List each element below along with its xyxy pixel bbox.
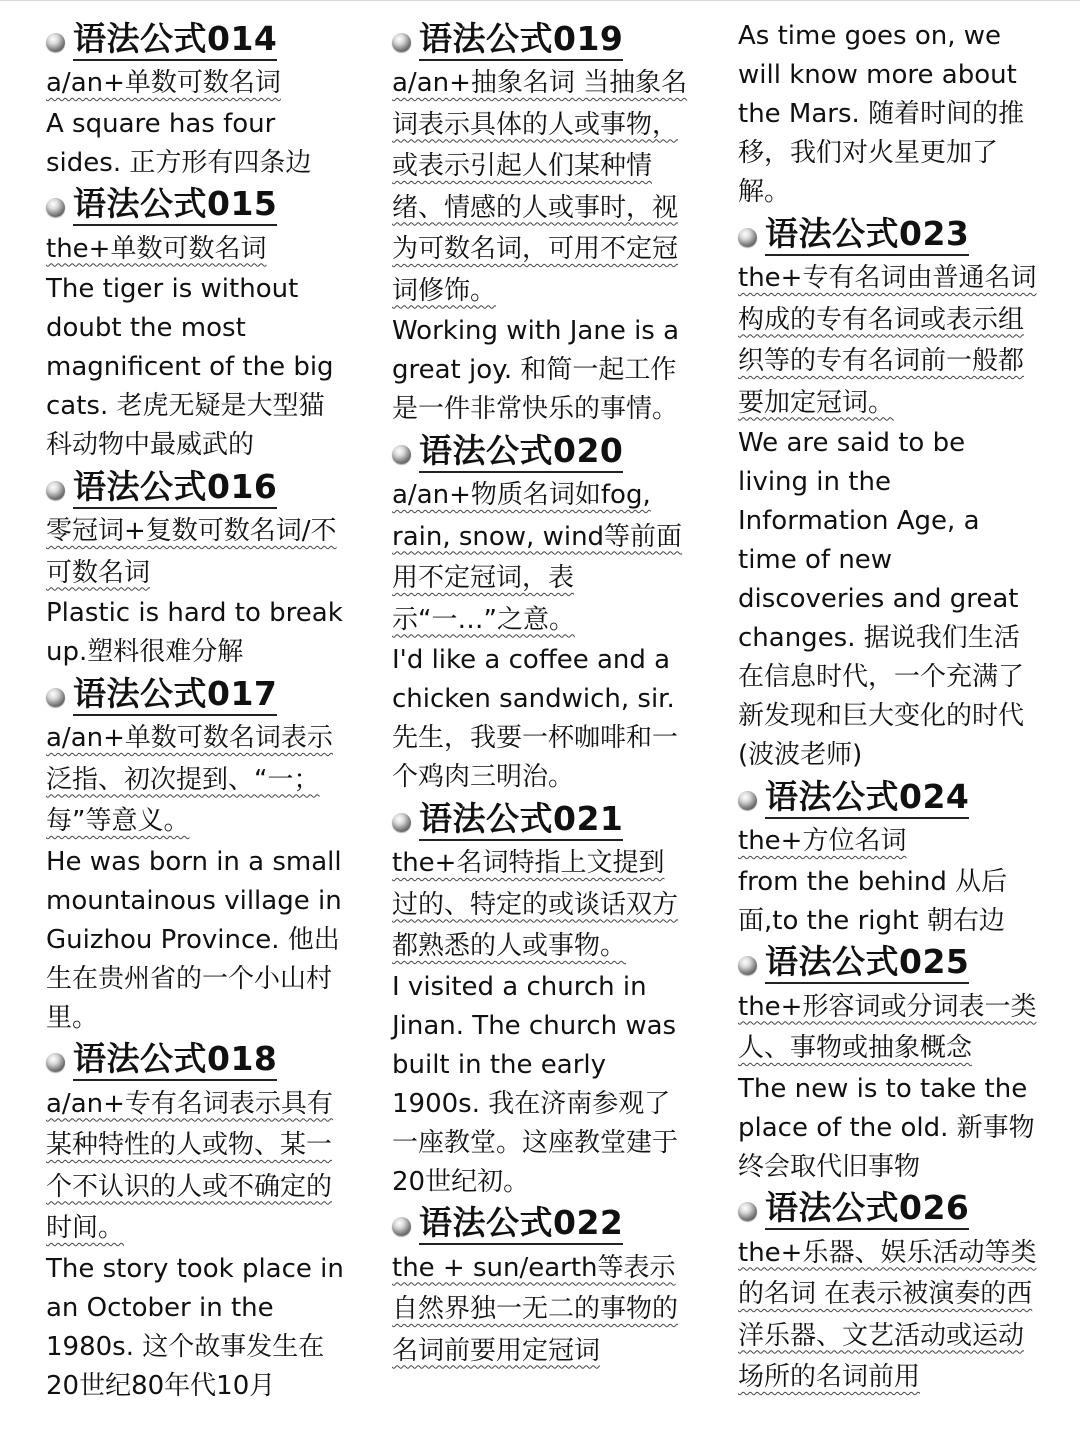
bullet-icon <box>392 813 411 832</box>
section-018 <box>46 1039 346 1406</box>
bullet-icon <box>738 228 757 247</box>
section-017 <box>46 673 346 1038</box>
section-title-row <box>46 18 346 59</box>
grammar-rule: the+方位名词 <box>738 826 907 856</box>
grammar-rule: the+形容词或分词表一类人、事物或抽象概念 <box>738 991 1037 1063</box>
grammar-rule: a/an+专有名词表示具有某种特性的人或物、某一个不认识的人或不确定的时间。 <box>46 1088 333 1243</box>
section-title-row <box>392 18 688 59</box>
grammar-rule: the+乐器、娱乐活动等类的名词 在表示被演奏的西洋乐器、文艺活动或运动场所的名词前用 <box>738 1237 1037 1392</box>
bullet-icon <box>46 688 65 707</box>
example-sentence: Plastic is hard to break up.塑料很难分解 <box>46 598 343 667</box>
bullet-icon <box>738 1202 757 1221</box>
section-title-row <box>738 776 1038 817</box>
example-sentence: A square has four sides. 正方形有四条边 <box>46 108 312 178</box>
section-title: 语法公式020 <box>419 432 623 473</box>
section-title-row <box>392 1203 688 1244</box>
section-title: 语法公式016 <box>73 468 277 509</box>
section-title: 语法公式015 <box>73 185 277 226</box>
example-sentence: He was born in a small mountainous village in Guizhou Province. 他出生在贵州省的一个小山村里。 <box>46 846 342 1033</box>
column-1 <box>46 17 346 1406</box>
section-024 <box>738 776 1038 941</box>
section-title: 语法公式023 <box>765 215 969 256</box>
section-title: 语法公式018 <box>73 1040 277 1081</box>
bullet-icon <box>392 445 411 464</box>
example-sentence: I'd like a coffee and a chicken sandwich, sir. 先生，我要一杯咖啡和一个鸡肉三明治。 <box>392 645 679 792</box>
section-title: 语法公式026 <box>765 1189 969 1230</box>
section-026 <box>738 1188 1038 1399</box>
section-title-row <box>392 798 688 839</box>
example-sentence: We are said to be living in the Information Age, a time of new discoveries and great changes. 据说我们生活在信息时代，一个充满了新发现和巨大变化的时代(波波老师) <box>738 428 1025 770</box>
bullet-icon <box>46 1053 65 1072</box>
bullet-icon <box>46 481 65 500</box>
section-014 <box>46 18 346 183</box>
example-sentence: The tiger is without doubt the most magnificent of the big cats. 老虎无疑是大型猫科动物中最威武的 <box>46 274 334 460</box>
section-title-row <box>738 213 1038 254</box>
bullet-icon <box>738 956 757 975</box>
section-016 <box>46 466 346 672</box>
example-sentence: The new is to take the place of the old. 新事物终会取代旧事物 <box>738 1073 1035 1182</box>
continued-example: As time goes on, we will know more about the Mars. 随着时间的推移，我们对火星更加了解。 <box>738 21 1025 207</box>
grammar-rule: a/an+物质名词如fog, rain, snow, wind等前面用不定冠词，表示“一…”之意。 <box>392 480 683 635</box>
section-title-row <box>738 942 1038 983</box>
section-title-row <box>46 184 346 225</box>
bullet-icon <box>392 1217 411 1236</box>
section-021 <box>392 798 688 1202</box>
grammar-rule: 零冠词+复数可数名词/不可数名词 <box>46 516 337 588</box>
section-title: 语法公式019 <box>419 20 623 61</box>
grammar-rule: a/an+单数可数名词 <box>46 68 281 98</box>
example-sentence: Working with Jane is a great joy. 和简一起工作是一件非常快乐的事情。 <box>392 316 680 424</box>
section-title: 语法公式022 <box>419 1204 623 1245</box>
bullet-icon <box>46 33 65 52</box>
column-2 <box>392 17 688 1372</box>
section-title-row <box>392 430 688 471</box>
bullet-icon <box>46 198 65 217</box>
section-023 <box>738 213 1038 775</box>
example-sentence: from the behind 从后面,to the right 朝右边 <box>738 866 1008 936</box>
section-022 <box>392 1203 688 1373</box>
example-sentence: The story took place in an October in the 1980s. 这个故事发生在20世纪80年代10月 <box>46 1253 344 1401</box>
section-title: 语法公式024 <box>765 778 969 819</box>
section-title-row <box>46 1039 346 1080</box>
section-title-row <box>46 466 346 507</box>
grammar-rule: the+单数可数名词 <box>46 233 267 264</box>
section-025 <box>738 942 1038 1187</box>
bullet-icon <box>738 791 757 810</box>
example-sentence: I visited a church in Jinan. The church was built in the early 1900s. 我在济南参观了一座教堂。这座教堂建于20世纪初。 <box>392 971 679 1197</box>
grammar-rule: the + sun/earth等表示自然界独一无二的事物的名词前要用定冠词 <box>392 1252 679 1366</box>
grammar-rule: a/an+抽象名词 当抽象名词表示具体的人或事物，或表示引起人们某种情绪、情感的人或事时，视为可数名词，可用不定冠词修饰。 <box>392 68 688 306</box>
section-019 <box>392 18 688 429</box>
grammar-rule: a/an+单数可数名词表示泛指、初次提到、“一；每”等意义。 <box>46 723 333 836</box>
bullet-icon <box>392 33 411 52</box>
section-title: 语法公式025 <box>765 943 969 984</box>
grammar-rule: the+专有名词由普通名词构成的专有名词或表示组织等的专有名词前一般都要加定冠词。 <box>738 263 1037 418</box>
section-title-row <box>738 1188 1038 1229</box>
section-title: 语法公式017 <box>73 675 277 716</box>
section-020 <box>392 430 688 797</box>
section-title: 语法公式014 <box>73 20 277 61</box>
section-title-row <box>46 673 346 714</box>
grammar-rule: the+名词特指上文提到过的、特定的或谈话双方都熟悉的人或事物。 <box>392 848 679 961</box>
section-title: 语法公式021 <box>419 800 623 841</box>
section-015 <box>46 184 346 466</box>
column-3 <box>738 17 1038 1399</box>
